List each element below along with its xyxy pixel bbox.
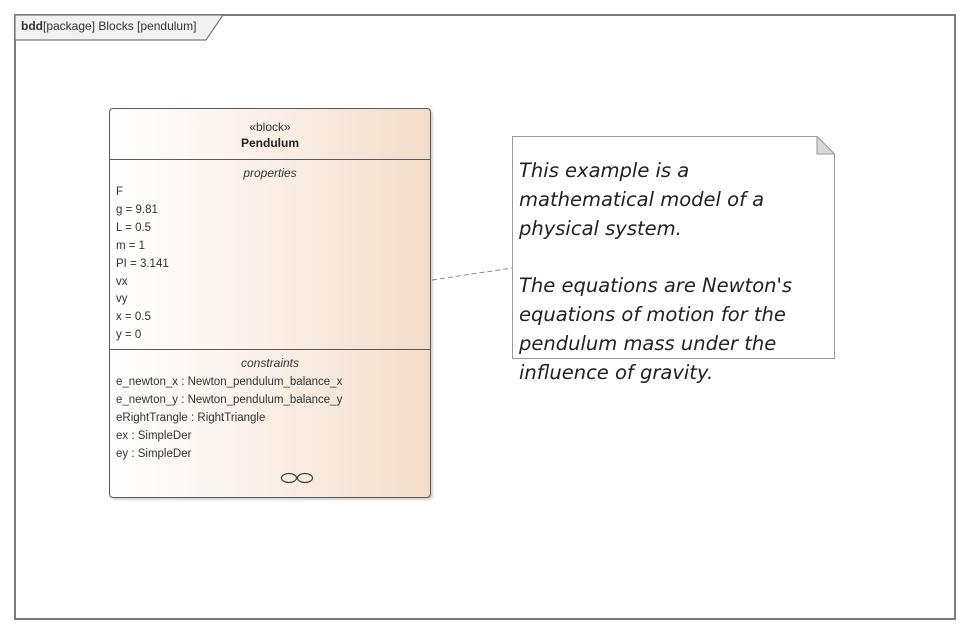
- constraints-list: [110, 371, 430, 464]
- pendulum-block[interactable]: [109, 108, 431, 498]
- constraint-item[interactable]: ex : SimpleDer: [116, 429, 192, 442]
- block-header: [110, 109, 430, 160]
- property-item[interactable]: vy: [116, 293, 128, 306]
- constraint-item[interactable]: ey : SimpleDer: [116, 447, 192, 460]
- frame-title: [package] Blocks [pendulum]: [43, 19, 197, 33]
- constraint-item[interactable]: e_newton_y : Newton_pendulum_balance_y: [116, 393, 343, 406]
- property-item[interactable]: F: [116, 186, 124, 198]
- frame-kind: bdd: [21, 19, 43, 33]
- block-stereotype: «block»: [249, 120, 291, 134]
- link-icon[interactable]: [279, 469, 315, 487]
- property-item[interactable]: PI = 3.141: [116, 257, 169, 270]
- property-item[interactable]: L = 0.5: [116, 221, 152, 234]
- properties-title: properties: [243, 166, 297, 180]
- properties-list: [110, 181, 430, 345]
- note-text: This example is a mathematical model of a physical system. The equations are Newton's equations of motion for the pendulum mass under the influence of gravity.: [519, 159, 793, 384]
- constraint-item[interactable]: eRightTrangle : RightTriangle: [116, 411, 266, 424]
- properties-compartment[interactable]: [110, 160, 430, 350]
- constraints-compartment[interactable]: [110, 350, 430, 464]
- constraints-title: constraints: [240, 356, 300, 370]
- constraint-item[interactable]: e_newton_x : Newton_pendulum_balance_x: [116, 376, 343, 388]
- block-name: Pendulum: [240, 136, 299, 150]
- property-item[interactable]: g = 9.81: [116, 203, 158, 216]
- property-item[interactable]: vx: [116, 275, 128, 288]
- property-item[interactable]: x = 0.5: [116, 311, 151, 324]
- property-item[interactable]: y = 0: [116, 329, 142, 342]
- property-item[interactable]: m = 1: [116, 239, 146, 252]
